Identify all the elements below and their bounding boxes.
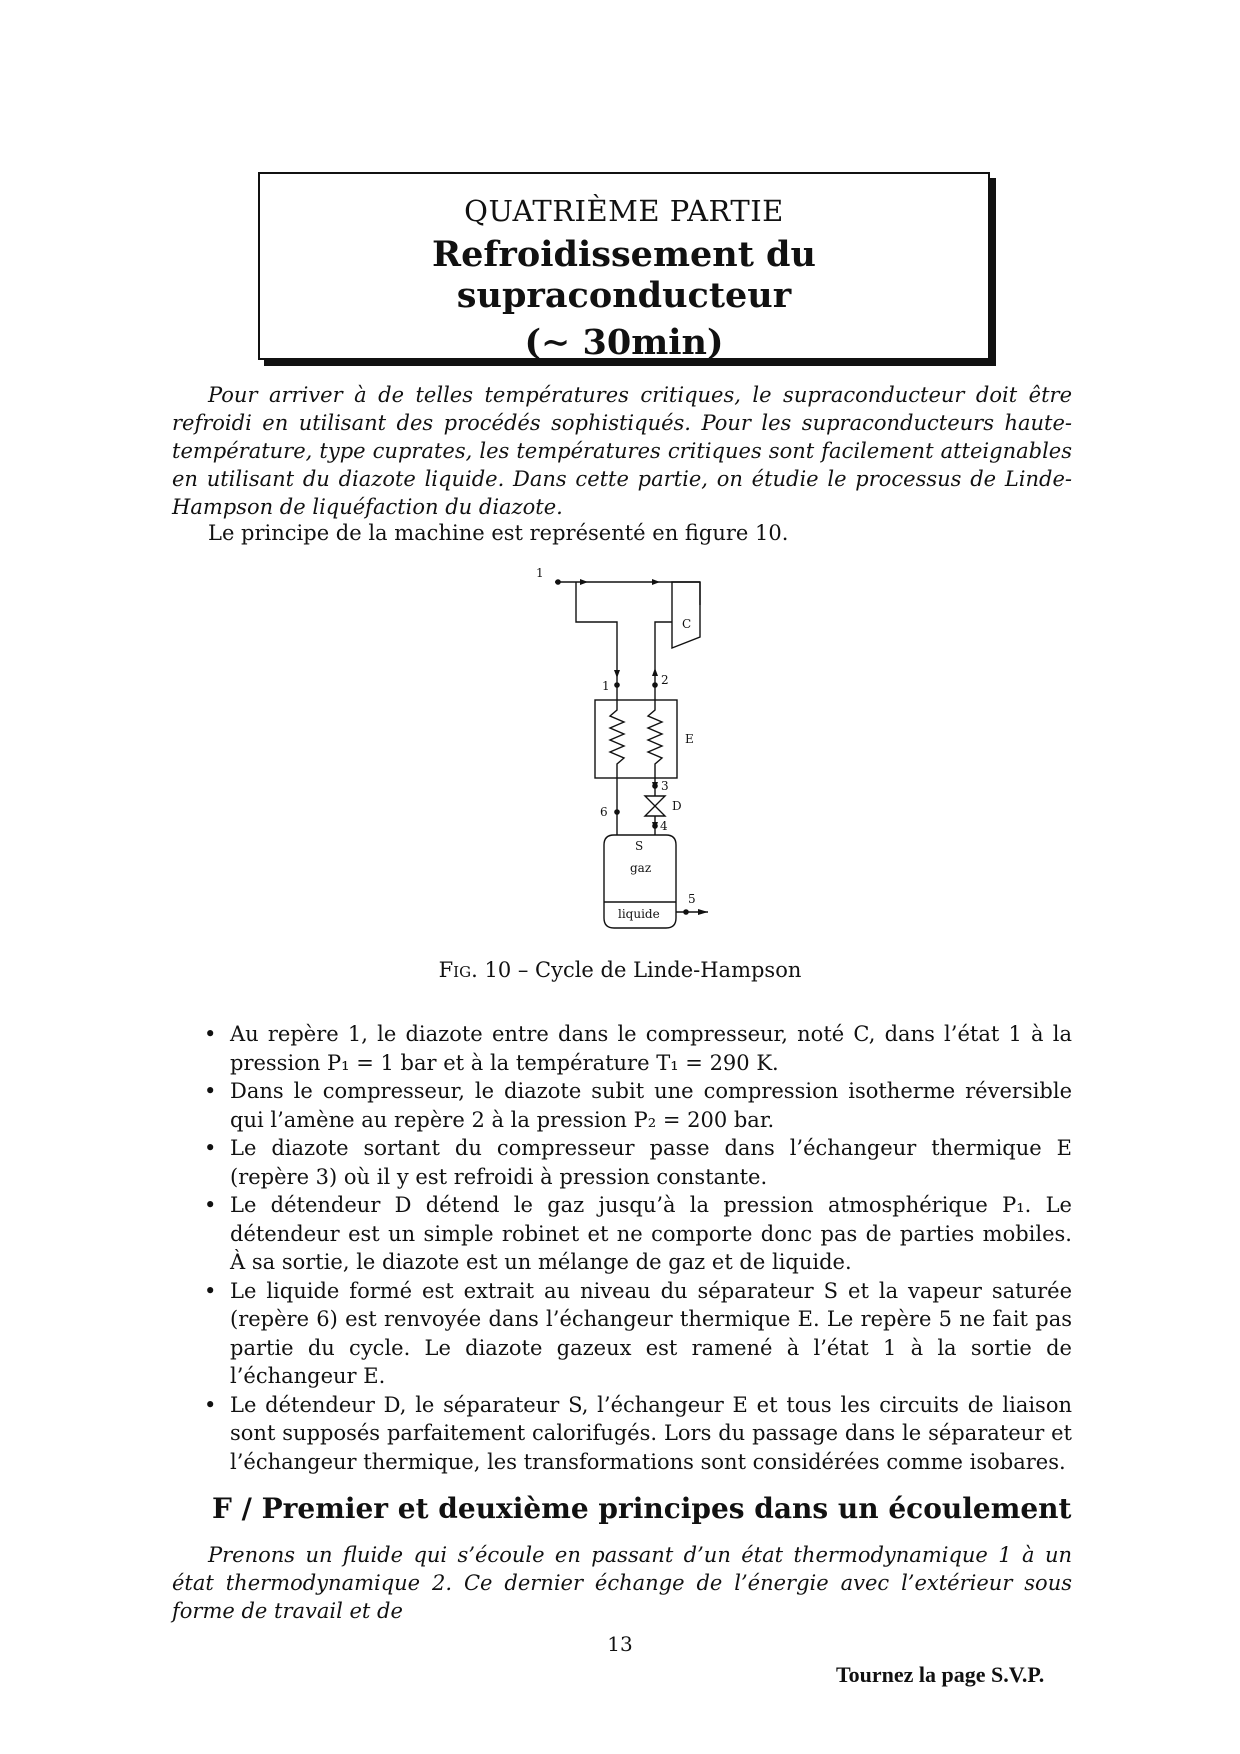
valve-shape xyxy=(645,796,665,816)
label-point-2: 2 xyxy=(661,673,669,687)
label-separator: S xyxy=(635,839,644,853)
label-exchanger: E xyxy=(685,732,694,746)
label-liquid: liquide xyxy=(618,907,660,921)
label-point-6: 6 xyxy=(600,805,608,819)
label-compressor: C xyxy=(682,617,692,631)
page-number: 13 xyxy=(607,1632,633,1656)
label-gas: gaz xyxy=(630,861,652,875)
list-item: • Le détendeur D détend le gaz jusqu’à la pression atmosphérique P₁. Le détendeur est un simple robinet et ne comporte donc pas de parties mobiles. À sa sortie, le diazote est un mélange de gaz et de liquide. xyxy=(204,1191,1072,1277)
label-point-1: 1 xyxy=(602,679,610,693)
list-item: • Le diazote sortant du compresseur passe dans l’échangeur thermique E (repère 3) où il y est refroidi à pression constante. xyxy=(204,1134,1072,1191)
figure-prefix: Fig. xyxy=(438,958,478,982)
linde-hampson-diagram xyxy=(520,560,740,940)
cycle-description-list xyxy=(204,1020,1072,1476)
principle-sentence: Le principe de la machine est représenté en figure 10. xyxy=(208,521,789,545)
exchanger-coil-left xyxy=(610,700,624,778)
part-duration: (∼ 30min) xyxy=(524,322,724,363)
label-point-3: 3 xyxy=(661,779,669,793)
label-inlet-1: 1 xyxy=(536,566,544,580)
exchanger-box xyxy=(595,700,677,778)
part-label: QUATRIÈME PARTIE xyxy=(464,194,784,228)
list-item: • Le liquide formé est extrait au niveau du séparateur S et la vapeur saturée (repère 6) est renvoyée dans l’échangeur thermique E. Le repère 5 ne fait pas partie du cycle. Le diazote gazeux est ramené à l’état 1 à la sortie de l’échangeur E. xyxy=(204,1277,1072,1391)
compressor-shape xyxy=(672,582,700,648)
turn-page-note: Tournez la page S.V.P. xyxy=(836,1662,1045,1687)
label-point-4: 4 xyxy=(660,819,668,833)
list-item: • Au repère 1, le diazote entre dans le compresseur, noté C, dans l’état 1 à la pression P₁ = 1 bar et à la température T₁ = 290 K. xyxy=(204,1020,1072,1077)
part-title: Refroidissement du supraconducteur xyxy=(432,234,816,316)
figure-caption-text: 10 – Cycle de Linde-Hampson xyxy=(484,958,802,982)
exchanger-coil-right xyxy=(648,700,662,778)
return-pipe xyxy=(576,582,617,700)
intro-paragraph: Pour arriver à de telles températures critiques, le supraconducteur doit être refroidi en utilisant des procédés sophistiqués. Pour les supraconducteurs haute-température, type cuprates, les températures critiques sont facilement atteignables en utilisant du diazote liquide. Dans cette partie, on étudie le processus de Linde-Hampson de liquéfaction du diazote. xyxy=(172,383,1072,519)
section-heading: F / Premier et deuxième principes dans un écoulement xyxy=(212,1492,1072,1525)
figure-caption xyxy=(0,958,1240,982)
label-valve: D xyxy=(672,799,682,813)
part-title-box xyxy=(258,172,990,363)
list-item: • Dans le compresseur, le diazote subit une compression isotherme réversible qui l’amène au repère 2 à la pression P₂ = 200 bar. xyxy=(204,1077,1072,1134)
label-point-5: 5 xyxy=(688,892,696,906)
section-paragraph: Prenons un fluide qui s’écoule en passant d’un état thermodynamique 1 à un état thermodynamique 2. Ce dernier échange de l’énergie avec l’extérieur sous forme de travail et de xyxy=(172,1543,1072,1623)
list-item: • Le détendeur D, le séparateur S, l’échangeur E et tous les circuits de liaison sont supposés parfaitement calorifugés. Lors du passage dans le séparateur et l’échangeur thermique, les transformations sont considérées comme isobares. xyxy=(204,1391,1072,1477)
